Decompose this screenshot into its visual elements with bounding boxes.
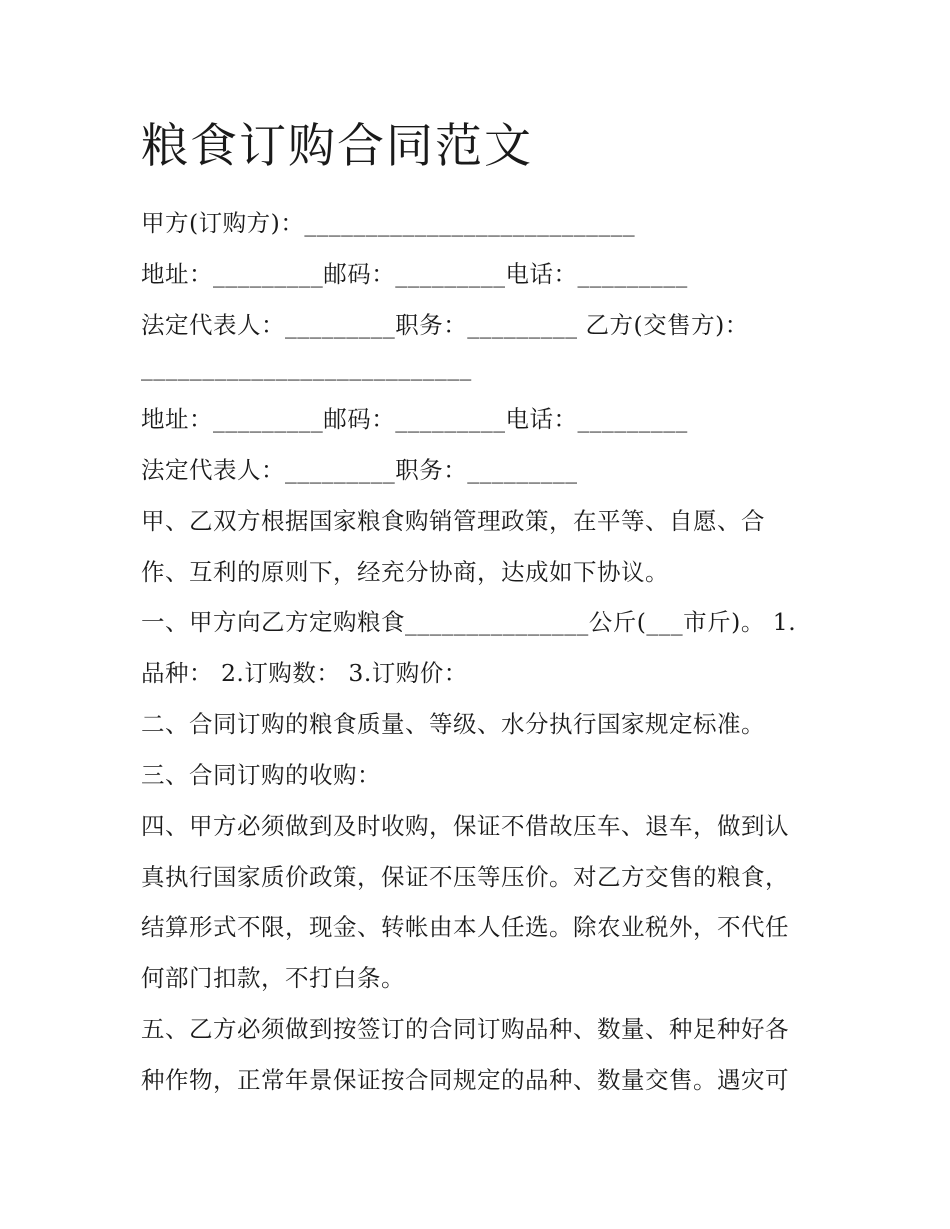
party-b-name-blank: ___________________________ bbox=[141, 353, 472, 381]
clause-4-line-4: 何部门扣款，不打白条。 bbox=[141, 964, 405, 992]
document-title: 粮食订购合同范文 bbox=[141, 119, 533, 174]
party-a-representative-line: 法定代表人：_________职务：_________ 乙方(交售方)： bbox=[141, 311, 749, 339]
clause-4-line-1: 四、甲方必须做到及时收购，保证不借故压车、退车，做到认 bbox=[141, 812, 789, 840]
clause-3: 三、合同订购的收购： bbox=[141, 761, 381, 789]
party-b-representative-line: 法定代表人：_________职务：_________ bbox=[141, 456, 578, 484]
clause-4-line-2: 真执行国家质价政策，保证不压等压价。对乙方交售的粮食， bbox=[141, 863, 789, 891]
clause-1-line-2: 品种： 2.订购数： 3.订购价： bbox=[141, 659, 468, 687]
clause-5-line-1: 五、乙方必须做到按签订的合同订购品种、数量、种足种好各 bbox=[141, 1015, 789, 1043]
preamble-line-1: 甲、乙双方根据国家粮食购销管理政策，在平等、自愿、合 bbox=[141, 507, 765, 535]
clause-1-line-1: 一、甲方向乙方定购粮食_______________公斤(___市斤)。 1. bbox=[141, 608, 797, 636]
party-a-address-line: 地址：_________邮码：_________电话：_________ bbox=[141, 260, 688, 288]
clause-5-line-2: 种作物，正常年景保证按合同规定的品种、数量交售。遇灾可 bbox=[141, 1066, 789, 1094]
preamble-line-2: 作、互利的原则下，经充分协商，达成如下协议。 bbox=[141, 558, 669, 586]
party-b-address-line: 地址：_________邮码：_________电话：_________ bbox=[141, 405, 688, 433]
clause-4-line-3: 结算形式不限，现金、转帐由本人任选。除农业税外，不代任 bbox=[141, 913, 789, 941]
clause-2: 二、合同订购的粮食质量、等级、水分执行国家规定标准。 bbox=[141, 710, 765, 738]
party-a-name-line: 甲方(订购方)：___________________________ bbox=[141, 209, 636, 237]
